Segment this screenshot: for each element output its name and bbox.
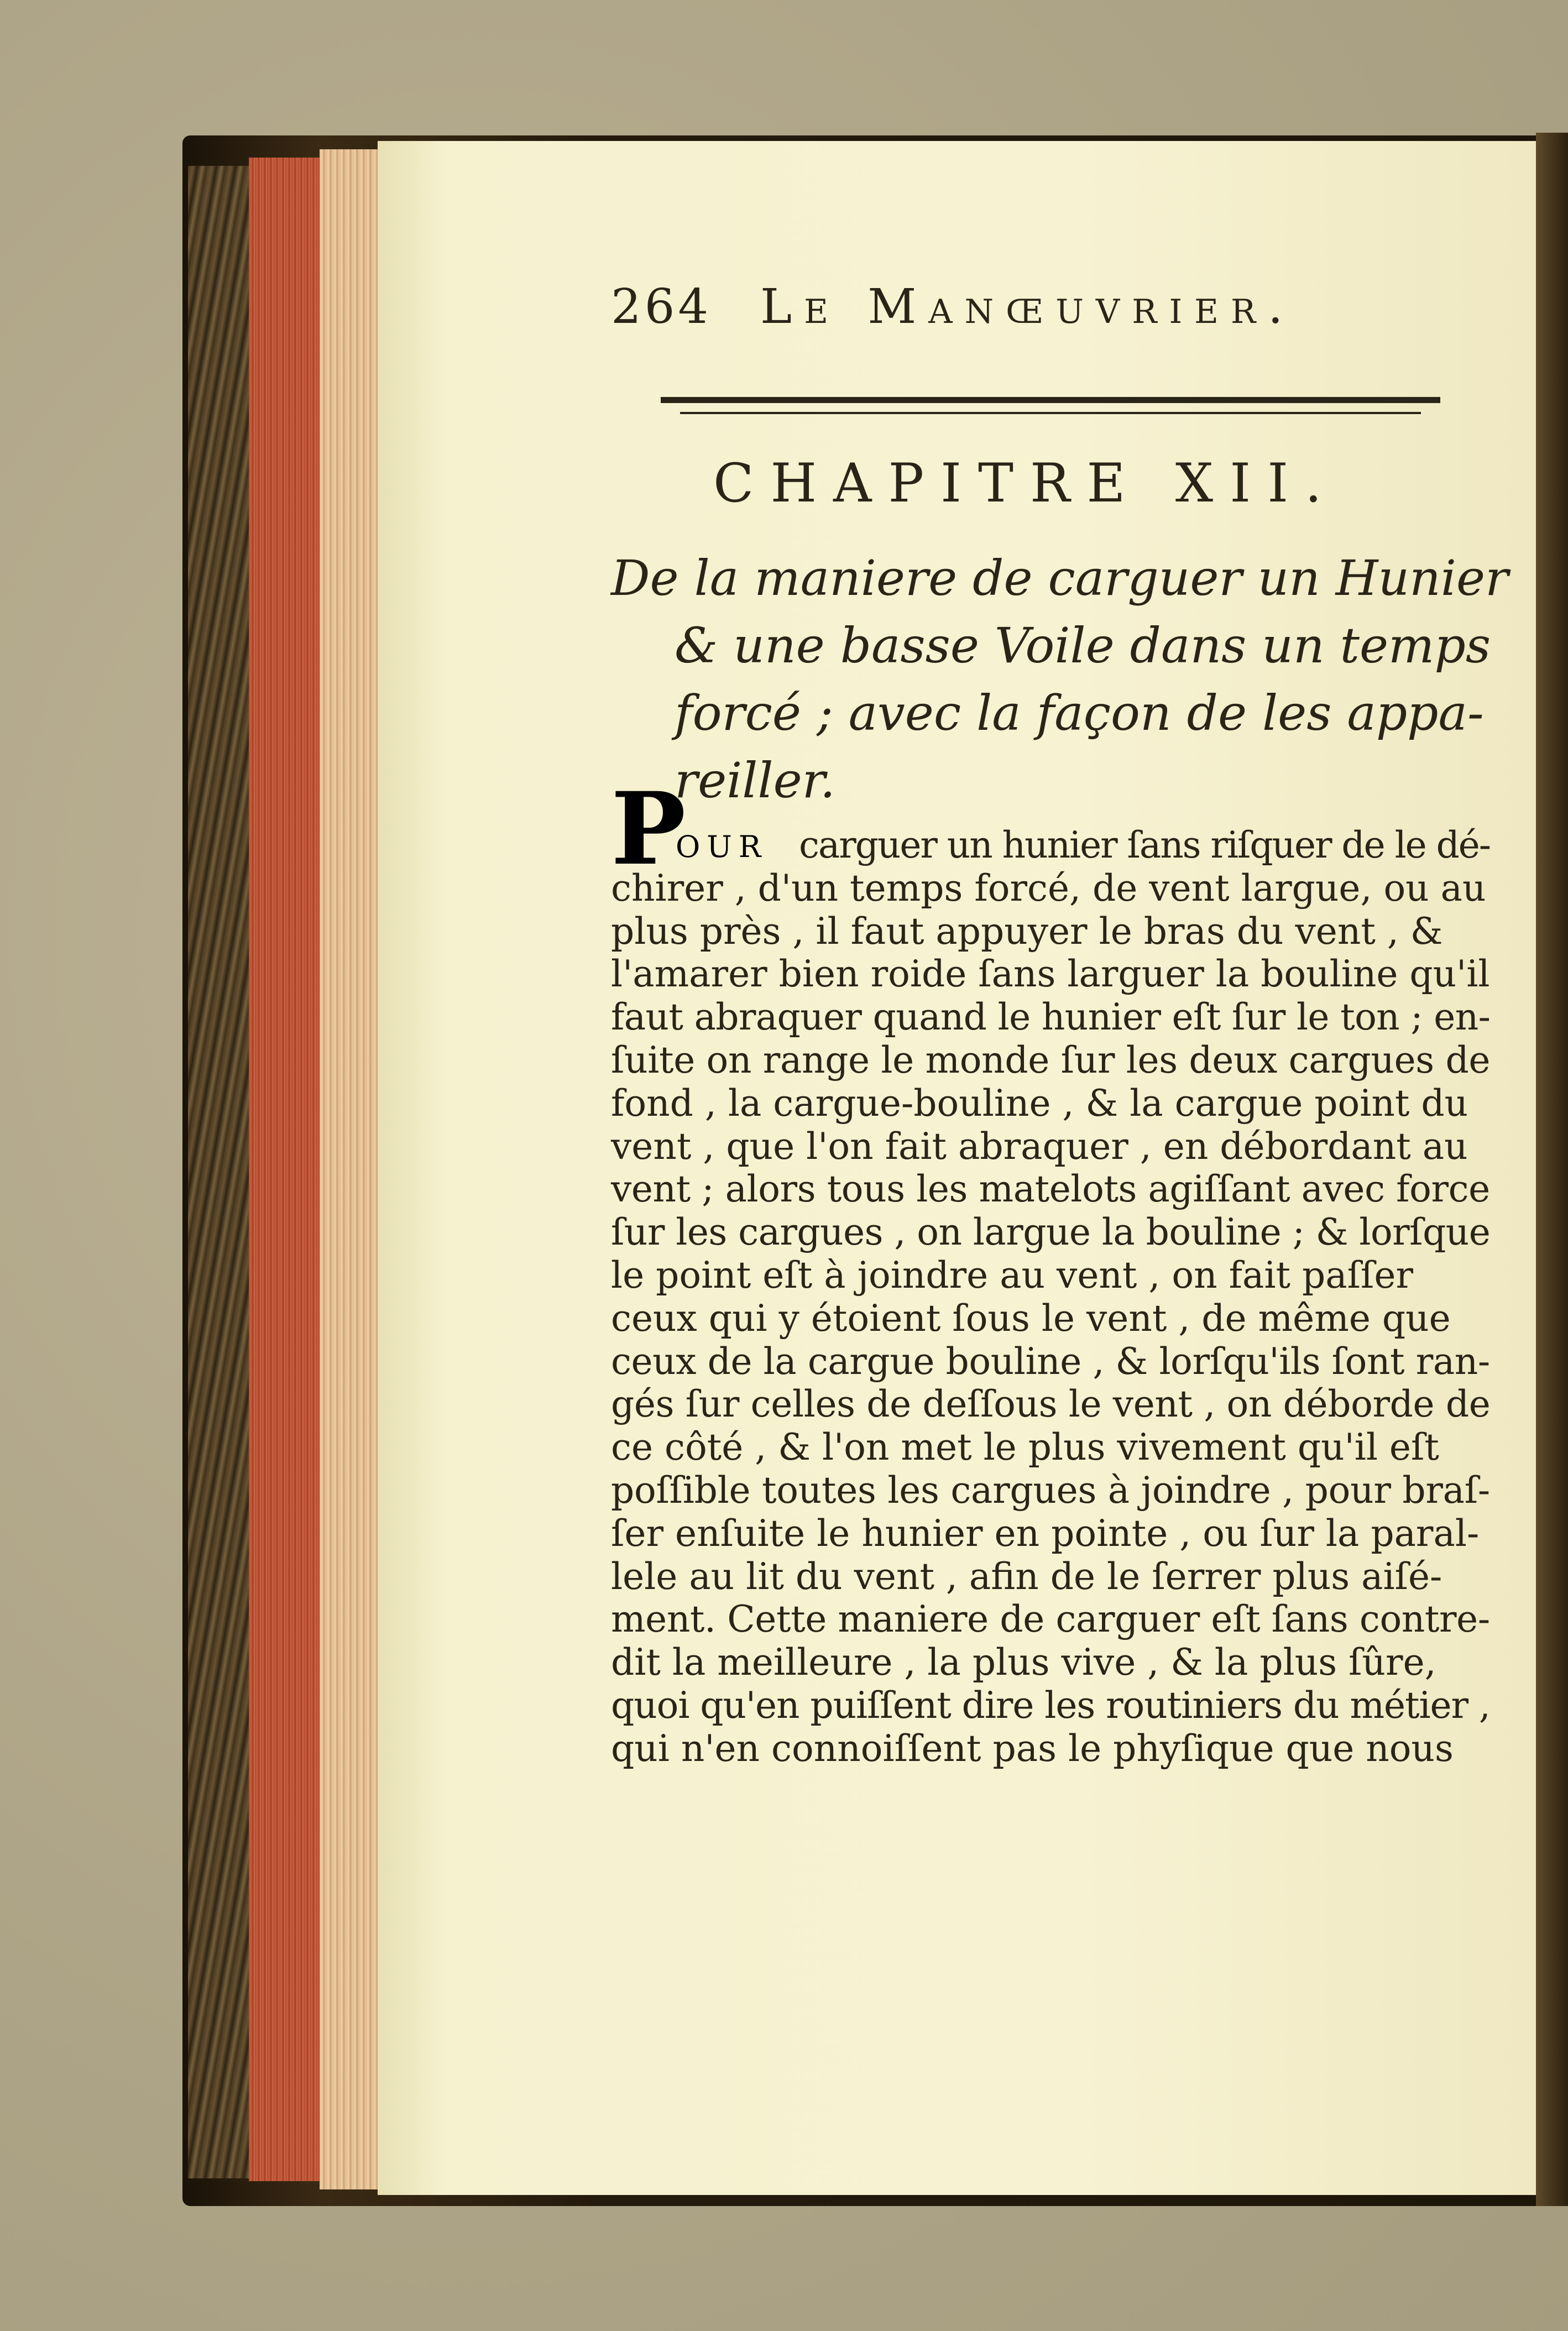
- text-line: chirer , d'un temps forcé, de vent largue, ou au: [611, 866, 1486, 910]
- lead-small-caps: OUR: [676, 829, 768, 864]
- subtitle-line: De la maniere de carguer un Hunier: [611, 550, 1509, 607]
- text-line: l'amarer bien roide ſans larguer la bouline qu'il: [611, 953, 1490, 996]
- text-line: ce côté , & l'on met le plus vivement qu'il eſt: [611, 1426, 1439, 1469]
- text-line: poſſible toutes les cargues à joindre , pour braſ-: [611, 1468, 1490, 1512]
- text-line: faut abraquer quand le hunier eſt ſur le ton ; en-: [611, 996, 1491, 1039]
- text-line: le point eſt à joindre au vent , on fait paſſer: [611, 1253, 1414, 1297]
- text-line: lele au lit du vent , afin de le ſerrer plus aiſé-: [611, 1555, 1442, 1598]
- text-line: carguer un hunier ſans riſquer de le dé-: [799, 824, 1491, 866]
- text-line: gés ſur celles de deſſous le vent , on déborde de: [611, 1383, 1491, 1426]
- chapter-title: CHAPITRE XII.: [713, 452, 1339, 514]
- text-line: ceux de la cargue bouline , & lorſqu'ils ſont ran-: [611, 1340, 1490, 1383]
- subtitle-line: reiller.: [675, 752, 836, 809]
- text-line: plus près , il faut appuyer le bras du vent , &: [611, 910, 1443, 953]
- subtitle-line: & une basse Voile dans un temps: [675, 617, 1491, 674]
- text-line: quoi qu'en puiſſent dire les routiniers du métier ,: [611, 1684, 1490, 1727]
- running-header: [611, 279, 1473, 340]
- chapter-subtitle: [611, 545, 1509, 814]
- header-rule-thin: [680, 412, 1421, 414]
- drop-cap: P: [611, 771, 686, 887]
- text-line: vent ; alors tous les matelots agiſſant avec force: [611, 1168, 1490, 1211]
- text-line: ceux qui y étoient ſous le vent , de même que: [611, 1297, 1451, 1340]
- body-paragraph: [611, 824, 1490, 1770]
- running-title: Le Manœuvrier.: [760, 279, 1295, 335]
- subtitle-line: forcé ; avec la façon de les appa-: [675, 684, 1484, 741]
- text-line: vent , que l'on fait abraquer , en débordant au: [611, 1125, 1468, 1168]
- page-number: 264: [611, 279, 712, 335]
- header-rule-thick: [661, 397, 1440, 403]
- page-block-edges: [320, 149, 378, 2189]
- facing-cover-edge: [1536, 133, 1568, 2206]
- text-line: ſer enſuite le hunier en pointe , ou ſur la paral-: [611, 1512, 1480, 1555]
- text-line: dit la meilleure , la plus vive , & la plus ſûre,: [611, 1641, 1436, 1684]
- text-line: ſur les cargues , on largue la bouline ; & lorſque: [611, 1211, 1491, 1254]
- text-line: ment. Cette maniere de carguer eſt ſans contre-: [611, 1598, 1490, 1641]
- text-line: fond , la cargue-bouline , & la cargue point du: [611, 1081, 1468, 1125]
- text-line: qui n'en connoiſſent pas le phyſique que nous: [611, 1727, 1454, 1770]
- text-line: ſuite on range le monde ſur les deux cargues de: [611, 1038, 1491, 1081]
